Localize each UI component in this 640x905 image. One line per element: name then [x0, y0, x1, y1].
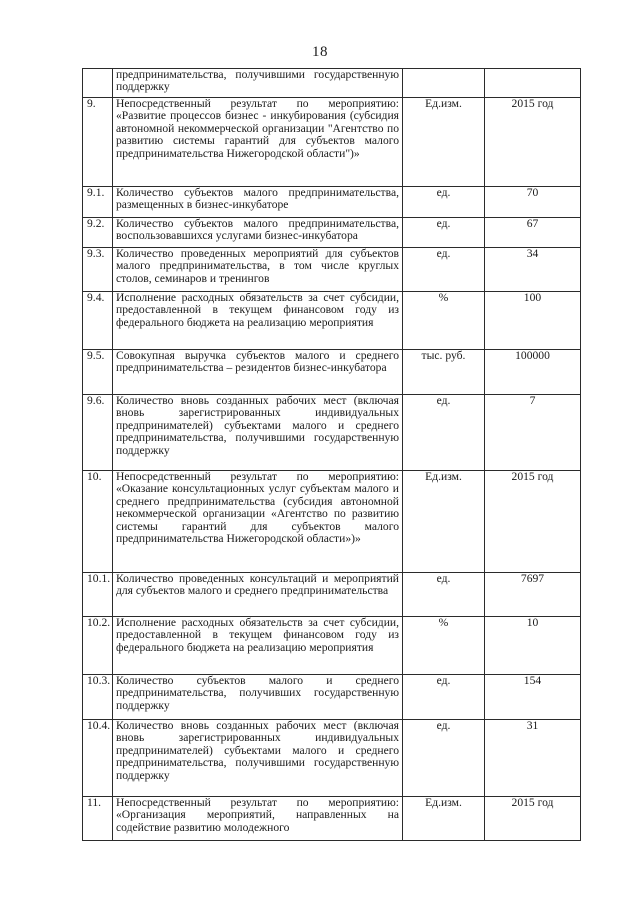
table-row — [83, 395, 581, 471]
page-number: 18 — [312, 44, 328, 60]
row-value: 2015 год — [485, 797, 581, 841]
row-value: 70 — [485, 187, 581, 218]
row-value: 100000 — [485, 350, 581, 395]
row-unit: ед. — [403, 675, 485, 720]
row-number — [83, 69, 113, 98]
row-unit — [403, 69, 485, 98]
row-number: 9.4. — [83, 292, 113, 350]
row-unit: ед. — [403, 218, 485, 248]
row-value: 2015 год — [485, 98, 581, 187]
table-row — [83, 187, 581, 218]
row-description: Количество проведенных консультаций и мероприятий для субъектов малого и среднего предпринимательства — [113, 573, 403, 617]
row-number: 9.5. — [83, 350, 113, 395]
row-unit: Ед.изм. — [403, 797, 485, 841]
row-number: 10.3. — [83, 675, 113, 720]
row-unit: ед. — [403, 573, 485, 617]
table-row — [83, 350, 581, 395]
table-row — [83, 248, 581, 292]
row-description: Непосредственный результат по мероприятию: «Оказание консультационных услуг субъектам малого и среднего предпринимательства (субсидия автономной некоммерческой организации «Агентство по развитию системы гарантий для субъектов малого предпринимательства Нижегородской области»)» — [113, 471, 403, 573]
table-row — [83, 573, 581, 617]
table-row — [83, 720, 581, 797]
row-description: Непосредственный результат по мероприятию: «Развитие процессов бизнес - инкубирования (субсидия автономной некоммерческой организации "Агентство по развитию системы гарантий для субъектов малого предпринимательства Нижегородской области")» — [113, 98, 403, 187]
row-description: Количество вновь созданных рабочих мест (включая вновь зарегистрированных индивидуальных предпринимателей) субъектами малого и среднего предпринимательства, получившими государственную поддержку — [113, 720, 403, 797]
row-description: Количество субъектов малого предпринимательства, размещенных в бизнес-инкубаторе — [113, 187, 403, 218]
row-description: Количество субъектов малого предпринимательства, воспользовавшихся услугами бизнес-инкубатора — [113, 218, 403, 248]
row-unit: ед. — [403, 720, 485, 797]
table-row — [83, 675, 581, 720]
row-value: 154 — [485, 675, 581, 720]
row-number: 11. — [83, 797, 113, 841]
row-unit: ед. — [403, 395, 485, 471]
table-row — [83, 797, 581, 841]
table-row — [83, 98, 581, 187]
row-number: 9.1. — [83, 187, 113, 218]
row-unit: Ед.изм. — [403, 98, 485, 187]
row-number: 9.6. — [83, 395, 113, 471]
row-number: 10.4. — [83, 720, 113, 797]
row-value: 7697 — [485, 573, 581, 617]
row-number: 10. — [83, 471, 113, 573]
row-description: Количество проведенных мероприятий для субъектов малого предпринимательства, в том числе круглых столов, семинаров и тренингов — [113, 248, 403, 292]
row-number: 9.2. — [83, 218, 113, 248]
row-unit: % — [403, 617, 485, 675]
row-value: 34 — [485, 248, 581, 292]
row-value — [485, 69, 581, 98]
row-number: 9. — [83, 98, 113, 187]
table-row — [83, 617, 581, 675]
row-description: Исполнение расходных обязательств за счет субсидии, предоставленной в текущем финансовом году из федерального бюджета на реализацию мероприятия — [113, 292, 403, 350]
row-value: 31 — [485, 720, 581, 797]
row-unit: % — [403, 292, 485, 350]
row-value: 2015 год — [485, 471, 581, 573]
row-description: Количество вновь созданных рабочих мест (включая вновь зарегистрированных индивидуальных предпринимателей) субъектами малого и среднего предпринимательства, получившими государственную поддержку — [113, 395, 403, 471]
row-unit: Ед.изм. — [403, 471, 485, 573]
table-row — [83, 69, 581, 98]
row-description: Непосредственный результат по мероприятию: «Организация мероприятий, направленных на содействие развитию молодежного — [113, 797, 403, 841]
row-number: 10.1. — [83, 573, 113, 617]
row-value: 7 — [485, 395, 581, 471]
table-row — [83, 218, 581, 248]
row-description: Исполнение расходных обязательств за счет субсидии, предоставленной в текущем финансовом году из федерального бюджета на реализацию мероприятия — [113, 617, 403, 675]
row-unit: ед. — [403, 248, 485, 292]
row-description: предпринимательства, получившими государственную поддержку — [113, 69, 403, 98]
row-value: 100 — [485, 292, 581, 350]
row-unit: ед. — [403, 187, 485, 218]
table-row — [83, 292, 581, 350]
row-value: 67 — [485, 218, 581, 248]
row-number: 10.2. — [83, 617, 113, 675]
indicators-table — [82, 68, 581, 841]
row-description: Совокупная выручка субъектов малого и среднего предпринимательства – резидентов бизнес-инкубатора — [113, 350, 403, 395]
table-row — [83, 471, 581, 573]
row-value: 10 — [485, 617, 581, 675]
row-unit: тыс. руб. — [403, 350, 485, 395]
row-number: 9.3. — [83, 248, 113, 292]
row-description: Количество субъектов малого и среднего предпринимательства, получивших государственную поддержку — [113, 675, 403, 720]
